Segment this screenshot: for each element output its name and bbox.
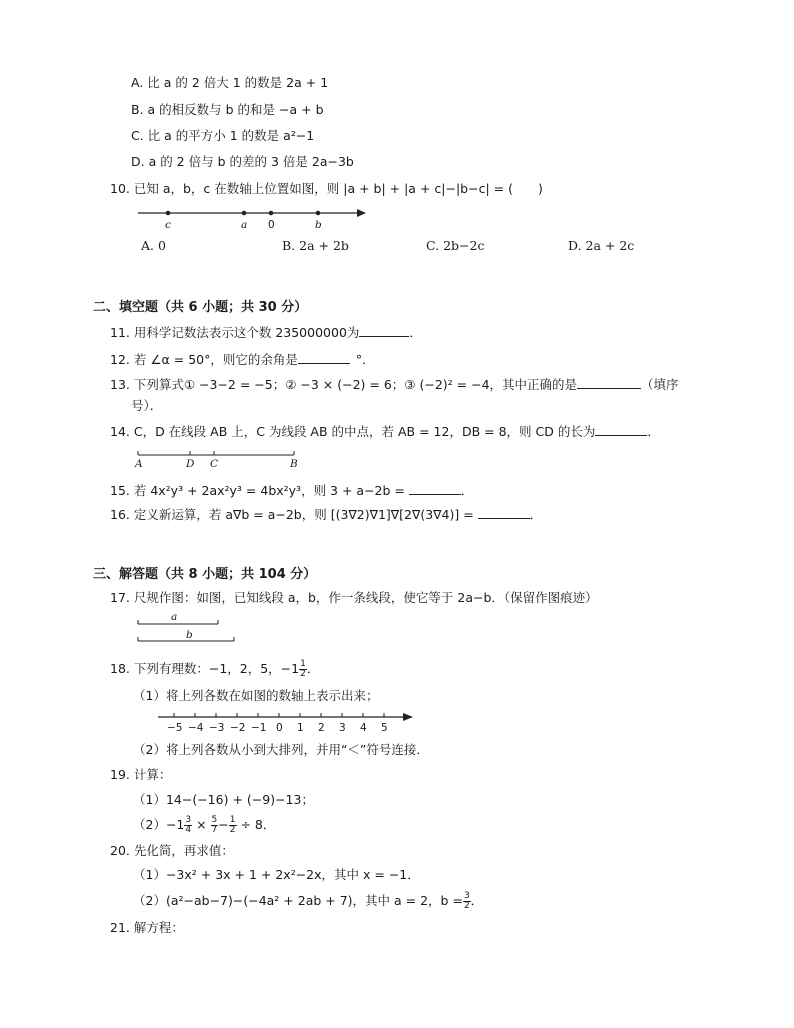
q18-tick-label: 5 [381, 722, 388, 734]
q18-stem-text: 18. 下列有理数：−1，2，5，−1 [110, 661, 300, 676]
q14: 14. C，D 在线段 AB 上，C 为线段 AB 的中点，若 AB = 12，DB = 8，则 CD 的长为 ． [110, 424, 660, 439]
q18-tick-label: 2 [318, 722, 325, 734]
q9-option-a: A. 比 a 的 2 倍大 1 的数是 2a + 1 [131, 75, 329, 90]
q10-option-b: B. 2a + 2b [282, 238, 349, 253]
q17-label-b: b [186, 629, 193, 641]
q13-line2: 号）． [131, 398, 163, 413]
q18-tick-label: 3 [339, 722, 346, 734]
q10-label-a: a [241, 219, 248, 231]
q10-label-zero: 0 [268, 219, 275, 231]
q20-part2: （2）(a²−ab−7)−(−4a² + 2ab + 7)，其中 a = 2，b = $\frac{3}{2}$ ． [133, 891, 484, 911]
q10-label-b: b [315, 219, 322, 231]
q13-text: 13. 下列算式① −3−2 = −5；② −3 × (−2) = 6；③ (−2)² = −4，其中正确的是 [110, 377, 578, 392]
q19-part2: （2）−1 $\frac{3}{4}$ × $\frac{5}{7}$ − $\frac{1}{2}$ ÷ 8． [133, 815, 276, 835]
q18-tick-label: −4 [188, 722, 204, 734]
q14-label-a: A [135, 458, 143, 470]
q19-fraction-2: $\frac{5}{7}$ [211, 815, 218, 835]
q19-fraction-3: $\frac{1}{2}$ [229, 815, 236, 835]
q14-label-d: D [186, 458, 195, 470]
q19-fraction-1: $\frac{3}{4}$ [185, 815, 192, 835]
q15: 15. 若 4x²y³ + 2ax²y³ = 4bx²y³，则 3 + a−2b = ． [110, 483, 474, 498]
q18-tick-label: 0 [276, 722, 283, 734]
q17-text: 17. 尺规作图：如图，已知线段 a，b，作一条线段，使它等于 2a−b．（保留作图痕迹） [110, 590, 598, 605]
q21-stem: 21. 解方程： [110, 920, 184, 935]
q10-stem: 10. 已知 a，b，c 在数轴上位置如图，则 |a + b| + |a + c|−|b−c| = ( ) [110, 181, 543, 196]
q14-label-b: B [290, 458, 298, 470]
q18-tick-label: 4 [360, 722, 367, 734]
q20-part2-text: （2）(a²−ab−7)−(−4a² + 2ab + 7)，其中 a = 2，b = [133, 893, 463, 908]
q10-option-c: C. 2b−2c [426, 238, 485, 253]
section-answer-title: 三、解答题（共 8 小题；共 104 分） [93, 567, 317, 582]
q16-text: 16. 定义新运算，若 a∇b = a−2b，则 [(3∇2)∇1]∇[2∇(3∇4)] = [110, 507, 474, 522]
q20-fraction: $\frac{3}{2}$ [463, 891, 470, 911]
q19-part2-lead: （2）−1 [133, 817, 185, 832]
q14-text: 14. C，D 在线段 AB 上，C 为线段 AB 的中点，若 AB = 12，DB = 8，则 CD 的长为 [110, 424, 596, 439]
q19-stem: 19. 计算： [110, 767, 172, 782]
q10-option-a: A. 0 [141, 238, 166, 253]
q10-option-d: D. 2a + 2c [568, 238, 635, 253]
q13-tail: （填序 [641, 377, 679, 392]
q18-fraction: $\frac{1}{2}$ [300, 659, 306, 679]
q19-part2-tail: ÷ 8． [240, 817, 276, 832]
q10-label-c: c [165, 219, 171, 231]
q20-stem: 20. 先化简，再求值： [110, 843, 234, 858]
q18-part1: （1）将上列各数在如图的数轴上表示出来； [133, 688, 379, 703]
q15-text: 15. 若 4x²y³ + 2ax²y³ = 4bx²y³，则 3 + a−2b = [110, 483, 405, 498]
q14-label-c: C [210, 458, 219, 470]
q9-option-c: C. 比 a 的平方小 1 的数是 a²−1 [131, 128, 315, 143]
q12-tail: °． [355, 352, 375, 367]
q18-tick-label: −5 [167, 722, 183, 734]
q18-part2: （2）将上列各数从小到大排列，并用“＜”符号连接． [133, 742, 429, 757]
q11-text: 11. 用科学记数法表示这个数 235000000为 [110, 325, 360, 340]
q18-tick-label: −1 [251, 722, 267, 734]
section-fill-blank-title: 二、填空题（共 6 小题；共 30 分） [93, 300, 308, 315]
q18-tick-label: −2 [230, 722, 246, 734]
q16: 16. 定义新运算，若 a∇b = a−2b，则 [(3∇2)∇1]∇[2∇(3∇4)] = ． [110, 507, 543, 522]
q9-option-b: B. a 的相反数与 b 的和是 −a + b [131, 102, 324, 117]
q19-part1: （1）14−(−16) + (−9)−13； [133, 792, 314, 807]
q9-option-d: D. a 的 2 倍与 b 的差的 3 倍是 2a−3b [131, 154, 354, 169]
q18-stem: 18. 下列有理数：−1，2，5，−1 $\frac{1}{2}$ ． [110, 659, 320, 679]
q18-tick-label: −3 [209, 722, 225, 734]
q17-label-a: a [171, 611, 178, 623]
q12-text: 12. 若 ∠α = 50°，则它的余角是 [110, 352, 298, 367]
q11: 11. 用科学记数法表示这个数 235000000为 ． [110, 325, 422, 340]
q20-part1: （1）−3x² + 3x + 1 + 2x²−2x，其中 x = −1． [133, 867, 420, 882]
q18-tick-label: 1 [297, 722, 304, 734]
